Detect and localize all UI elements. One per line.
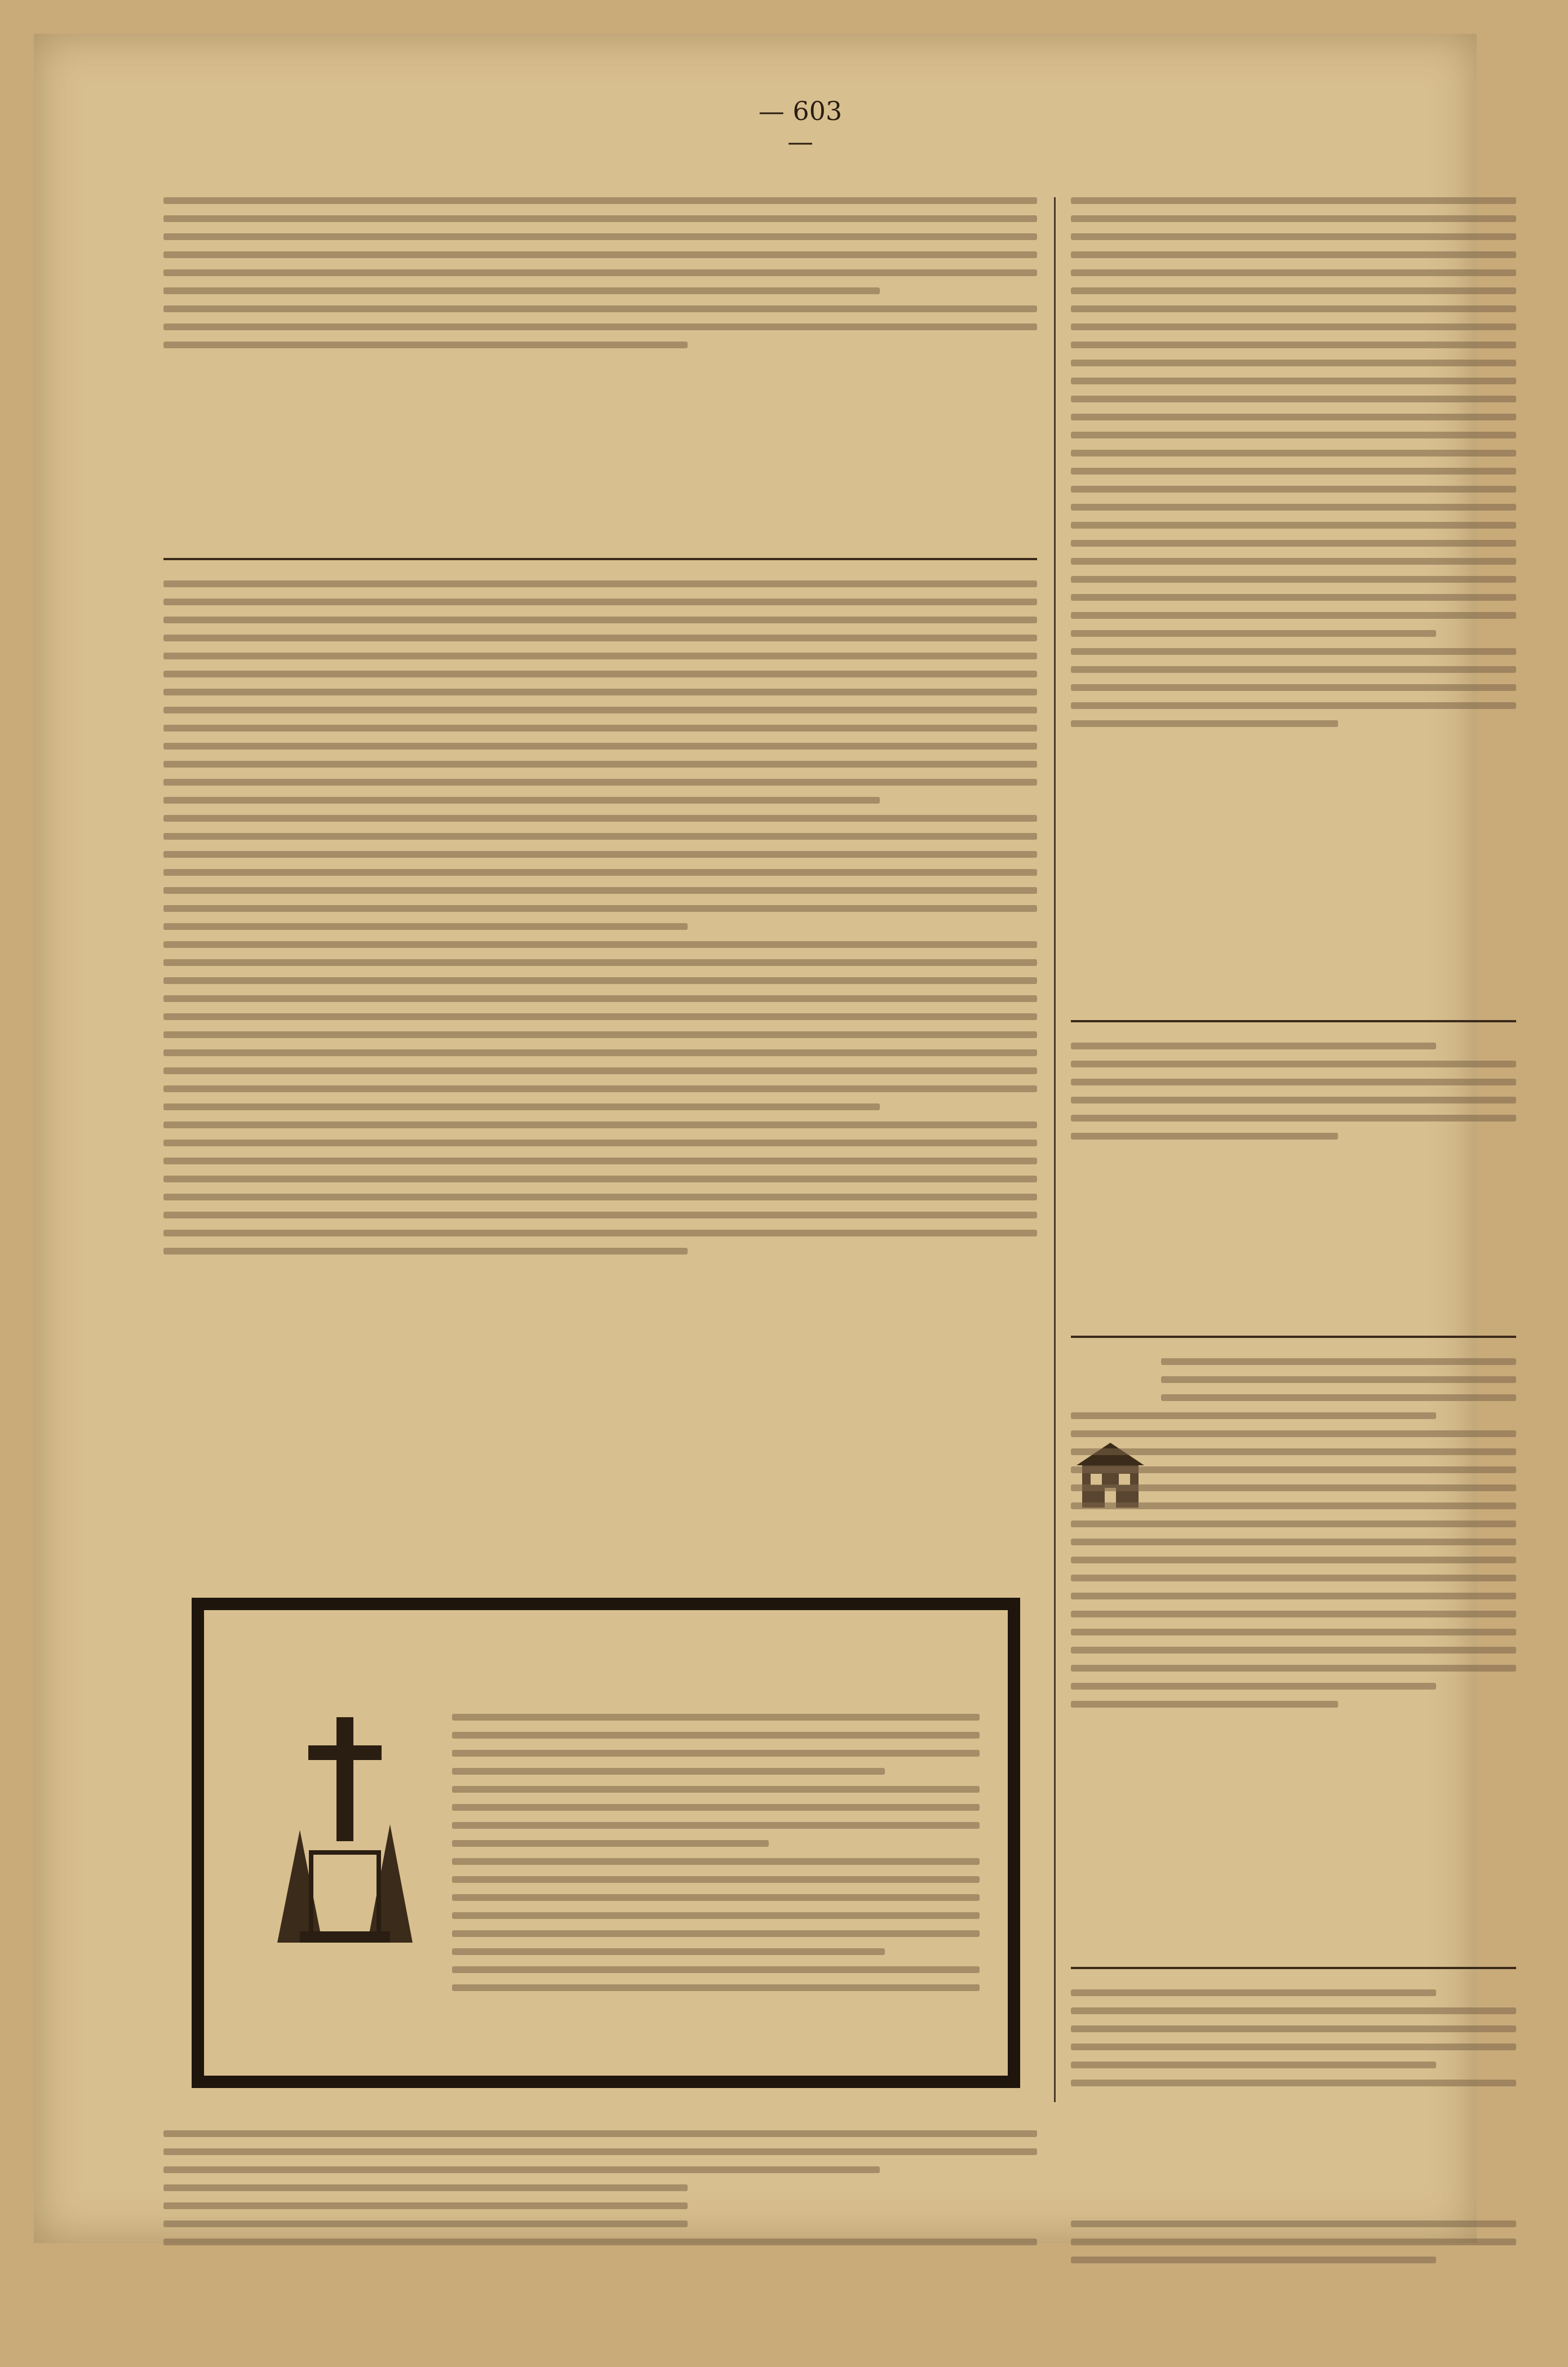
notice-1-body bbox=[163, 197, 1037, 348]
right-notice-2 bbox=[1071, 1031, 1516, 1324]
right-notice-5 bbox=[1071, 2209, 1516, 2367]
newspaper-page bbox=[34, 34, 1477, 2243]
cross-memorial-icon bbox=[255, 1706, 435, 1943]
left-column bbox=[163, 163, 1037, 2192]
right-column bbox=[1071, 163, 1516, 2192]
right-notice-1 bbox=[1071, 186, 1516, 1009]
notice-block-4 bbox=[163, 2119, 1037, 2367]
right-notice-4-body bbox=[1071, 1989, 1516, 2086]
right-notice-4 bbox=[1071, 1978, 1516, 2198]
page-number: — 603 — bbox=[758, 96, 843, 157]
separator-rule bbox=[1071, 1336, 1516, 1338]
mourning-body bbox=[452, 1703, 980, 2002]
notice-block-1 bbox=[163, 186, 1037, 547]
right-notice-1-body bbox=[1071, 197, 1516, 727]
column-divider bbox=[1054, 197, 1056, 2102]
notice-block-2 bbox=[163, 569, 1037, 1572]
right-notice-5-body bbox=[1071, 2220, 1516, 2263]
right-notice-2-body bbox=[1071, 1043, 1516, 1140]
separator-rule bbox=[1071, 1020, 1516, 1022]
notice-4-body bbox=[163, 2130, 1037, 2245]
notice-2-body bbox=[163, 580, 1037, 1255]
mourning-notice-box bbox=[192, 1598, 1020, 2088]
right-notice-3-body-a bbox=[1161, 1358, 1516, 1401]
right-notice-3 bbox=[1071, 1347, 1516, 1956]
separator-rule bbox=[163, 558, 1037, 560]
separator-rule bbox=[1071, 1967, 1516, 1969]
